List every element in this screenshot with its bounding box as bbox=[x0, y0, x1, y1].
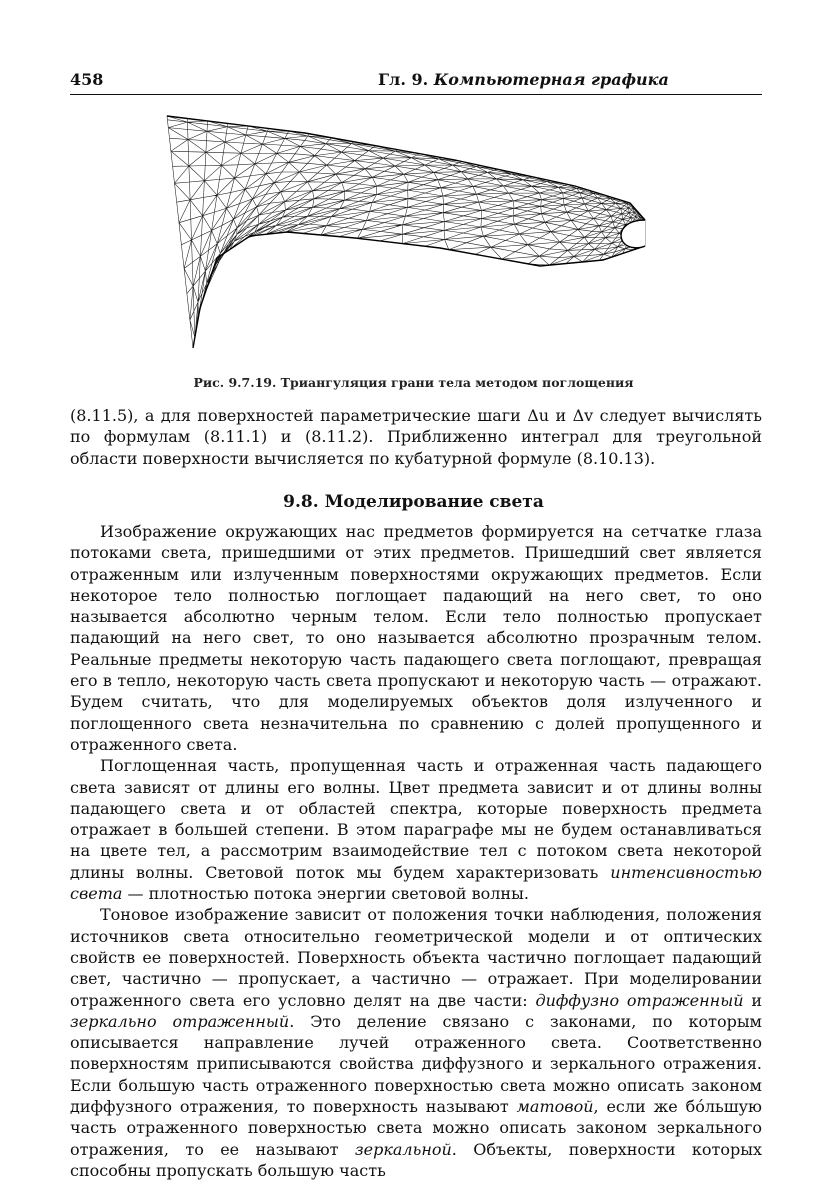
paragraph-3-text-c: . Это деление связано с законами, по которым описывается направление лучей отраженного света. Соответственно поверхностям приписываются свойства диффузного и зеркального отражения. Если большую часть отраженного поверхностью света можно описать законом диффузного отражения, то поверхность называют bbox=[70, 1011, 763, 1117]
term-diffuse: диффузно отраженный bbox=[535, 990, 744, 1010]
triangulated-surface-drawing bbox=[155, 108, 665, 358]
section-body bbox=[70, 521, 762, 1181]
running-head bbox=[378, 70, 669, 89]
paragraph-3 bbox=[70, 904, 762, 1181]
triangulation-figure bbox=[155, 108, 665, 358]
term-light-intensity: интенсивностью света bbox=[70, 862, 762, 904]
page-number: 458 bbox=[70, 70, 104, 89]
paragraph-2-text-a: Поглощенная часть, пропущенная часть и отраженная часть падающего света зависят от длины его волны. Цвет предмета зависит и от длины волны падающего света и от областей спектра, которые поверхность предмета отражает в большей степени. В этом параграфе мы не будем останавливаться на цвете тел, а рассмотрим взаимодействие тел с потоком света некоторой длины волны. Световой поток мы будем характеризовать bbox=[70, 756, 762, 882]
chapter-number: Гл. 9. bbox=[378, 70, 429, 89]
paragraph-3-text-e: . Объекты, поверхности которых способны пропускать большую часть bbox=[70, 1139, 763, 1180]
running-header bbox=[70, 68, 762, 95]
paragraph-3-text-d: , если же бо́льшую часть отраженного поверхностью света можно описать законом зеркального отражения, то ее называют bbox=[70, 1097, 762, 1159]
paragraph-3-text-a: Тоновое изображение зависит от положения точки наблюдения, положения источников света относительно геометрической модели и от оптических свойств ее поверхностей. Поверхность объекта частично поглощает падающий свет, частично — пропускает, а частично — отражает. При моделировании отраженного света его условно делят на две части: bbox=[70, 905, 762, 1010]
paragraph-2 bbox=[70, 755, 762, 904]
paragraph-3-text-b: и bbox=[743, 990, 763, 1010]
paragraph-1: Изображение окружающих нас предметов формируется на сетчатке глаза потоками света, пришедшими от этих предметов. Пришедший свет является отраженным или излученным поверхностями окружающих предметов. Если некоторое тело полностью поглощает падающий на него свет, то оно называется абсолютно черным телом. Если тело полностью пропускает падающий на него свет, то оно называется абсолютно прозрачным телом. Реальные предметы некоторую часть падающего света поглощают, превращая его в тепло, некоторую часть света пропускают и некоторую часть — отражают. Будем считать, что для моделируемых объектов доля излученного и поглощенного света незначительна по сравнению с долей пропущенного и отраженного света. bbox=[70, 522, 762, 754]
section-title: 9.8. Моделирование света bbox=[283, 492, 544, 512]
paragraph-2-text-b: — плотностью потока энергии световой волны. bbox=[122, 884, 529, 904]
figure-caption: Рис. 9.7.19. Триангуляция грани тела методом поглощения bbox=[193, 375, 634, 390]
term-mirror: зеркальной bbox=[354, 1139, 452, 1159]
intro-paragraph: (8.11.5), а для поверхностей параметрические шаги Δu и Δv следует вычислять по формулам (8.11.1) и (8.11.2). Приближенно интеграл для треугольной области поверхности вычисляется по кубатурной формуле (8.10.13). bbox=[70, 406, 762, 468]
term-matte: матовой bbox=[516, 1097, 594, 1117]
term-specular: зеркально отраженный bbox=[70, 1011, 290, 1031]
chapter-title: Компьютерная графика bbox=[433, 70, 669, 89]
